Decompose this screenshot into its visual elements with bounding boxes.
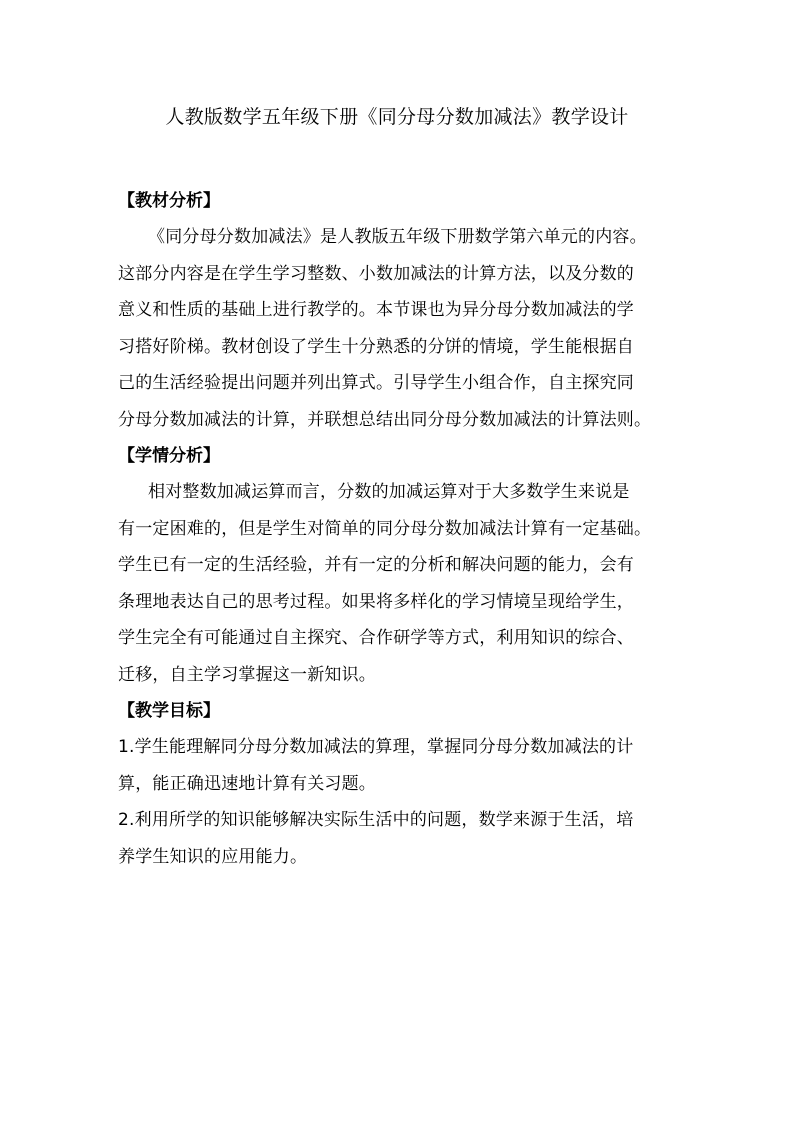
document-body [118,183,688,875]
paragraph-line: 有一定困难的，但是学生对简单的同分母分数加减法计算有一定基础。 [118,518,652,539]
paragraph-line: 《同分母分数加减法》是人教版五年级下册数学第六单元的内容。 [148,227,647,247]
section-heading: 【教学目标】 [118,701,220,721]
paragraph-line: 习搭好阶梯。教材创设了学生十分熟悉的分饼的情境，学生能根据自 [118,336,634,357]
paragraph-line: 迁移，自主学习掌握这一新知识。 [118,664,376,685]
section-textbook-analysis [118,183,688,438]
paragraph-line: 条理地表达自己的思考过程。如果将多样化的学习情境呈现给学生， [118,591,634,612]
paragraph-line: 己的生活经验提出问题并列出算式。引导学生小组合作，自主探究同 [118,373,634,393]
paragraph-line: 这部分内容是在学生学习整数、小数加减法的计算方法，以及分数的 [118,263,634,284]
section-heading: 【教材分析】 [118,191,220,211]
section-student-analysis [118,438,688,693]
document-title: 人教版数学五年级下册《同分母分数加减法》教学设计 [165,106,629,128]
paragraph-line: 学生已有一定的生活经验，并有一定的分析和解决问题的能力，会有 [118,555,634,575]
section-heading: 【学情分析】 [118,446,220,466]
paragraph-line: 意义和性质的基础上进行教学的。本节课也为异分母分数加减法的学 [118,300,634,320]
objective-line: 1.学生能理解同分母分数加减法的算理，掌握同分母分数加减法的计 [118,737,634,757]
paragraph-line: 学生完全有可能通过自主探究、合作研学等方式，利用知识的综合、 [118,628,634,648]
objective-line: 算，能正确迅速地计算有关习题。 [118,773,376,794]
objective-line: 养学生知识的应用能力。 [118,846,308,867]
paragraph-line: 分母分数加减法的计算，并联想总结出同分母分数加减法的计算法则。 [118,409,652,430]
section-teaching-objectives [118,693,688,875]
paragraph-line: 相对整数加减运算而言，分数的加减运算对于大多数学生来说是 [148,482,630,502]
objective-line: 2.利用所学的知识能够解决实际生活中的问题，数学来源于生活，培 [118,810,634,830]
